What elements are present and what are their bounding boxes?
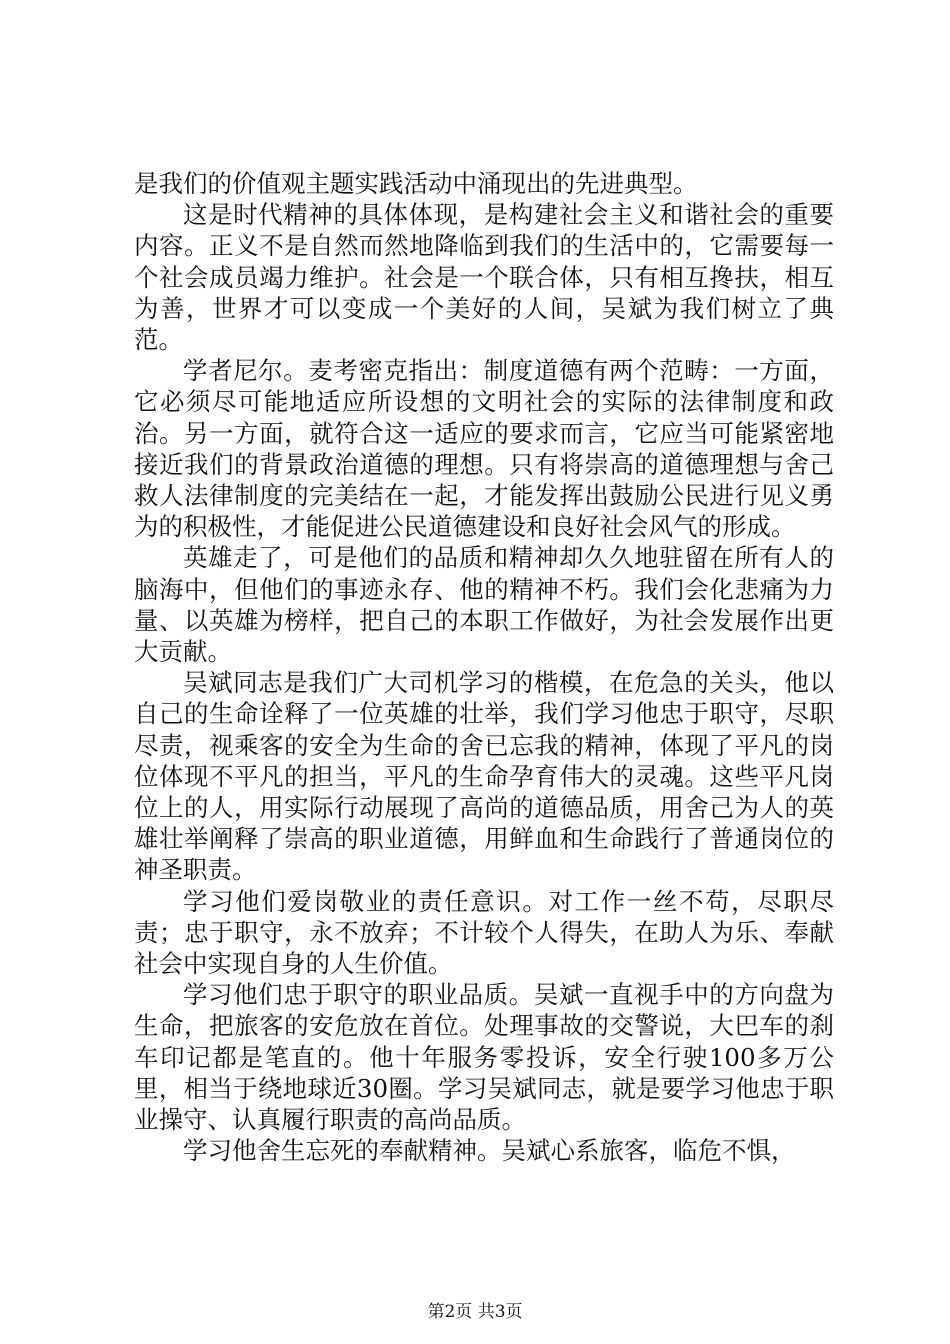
page-number-footer: 第2页 共3页: [427, 1302, 523, 1322]
paragraph: 这是时代精神的具体体现，是构建社会主义和谐社会的重要内容。正义不是自然而然地降临到我们的生活中的，它需要每一个社会成员竭力维护。社会是一个联合体，只有相互搀扶，相互为善，世界才可以变成一个美好的人间，吴斌为我们树立了典范。: [134, 200, 834, 355]
paragraph: 学习他舍生忘死的奉献精神。吴斌心系旅客，临危不惧，: [183, 1136, 796, 1166]
paragraph: 学者尼尔。麦考密克指出：制度道德有两个范畴：一方面，它必须尽可能地适应所设想的文明社会的实际的法律制度和政治。另一方面，就符合这一适应的要求而言，它应当可能紧密地接近我们的背景政治道德的理想。只有将崇高的道德理想与舍己救人法律制度的完美结在一起，才能发挥出鼓励公民进行见义勇为的积极性，才能促进公民道德建设和良好社会风气的形成。: [134, 356, 834, 542]
paragraph: 吴斌同志是我们广大司机学习的楷模，在危急的关头，他以自己的生命诠释了一位英雄的壮举，我们学习他忠于职守，尽职尽责，视乘客的安全为生命的舍已忘我的精神，体现了平凡的岗位体现不平凡的担当，平凡的生命孕育伟大的灵魂。这些平凡岗位上的人，用实际行动展现了高尚的道德品质，用舍己为人的英雄壮举阐释了崇高的职业道德，用鲜血和生命践行了普通岗位的神圣职责。: [134, 668, 834, 885]
paragraph-continued: 是我们的价值观主题实践活动中涌现出的先进典型。: [134, 169, 698, 198]
document-body: [134, 168, 834, 1167]
paragraph: 学习他们忠于职守的职业品质。吴斌一直视手中的方向盘为生命，把旅客的安危放在首位。处理事故的交警说，大巴车的刹车印记都是笔直的。他十年服务零投诉，安全行驶100多万公里，相当于绕地球近30圈。学习吴斌同志，就是要学习他忠于职业操守、认真履行职责的高尚品质。: [134, 980, 834, 1135]
paragraph: 学习他们爱岗敬业的责任意识。对工作一丝不苟，尽职尽责；忠于职守，永不放弃；不计较个人得失，在助人为乐、奉献社会中实现自身的人生价值。: [134, 886, 834, 979]
paragraph: 英雄走了，可是他们的品质和精神却久久地驻留在所有人的脑海中，但他们的事迹永存、他的精神不朽。我们会化悲痛为力量、以英雄为榜样，把自己的本职工作做好，为社会发展作出更大贡献。: [134, 543, 834, 667]
